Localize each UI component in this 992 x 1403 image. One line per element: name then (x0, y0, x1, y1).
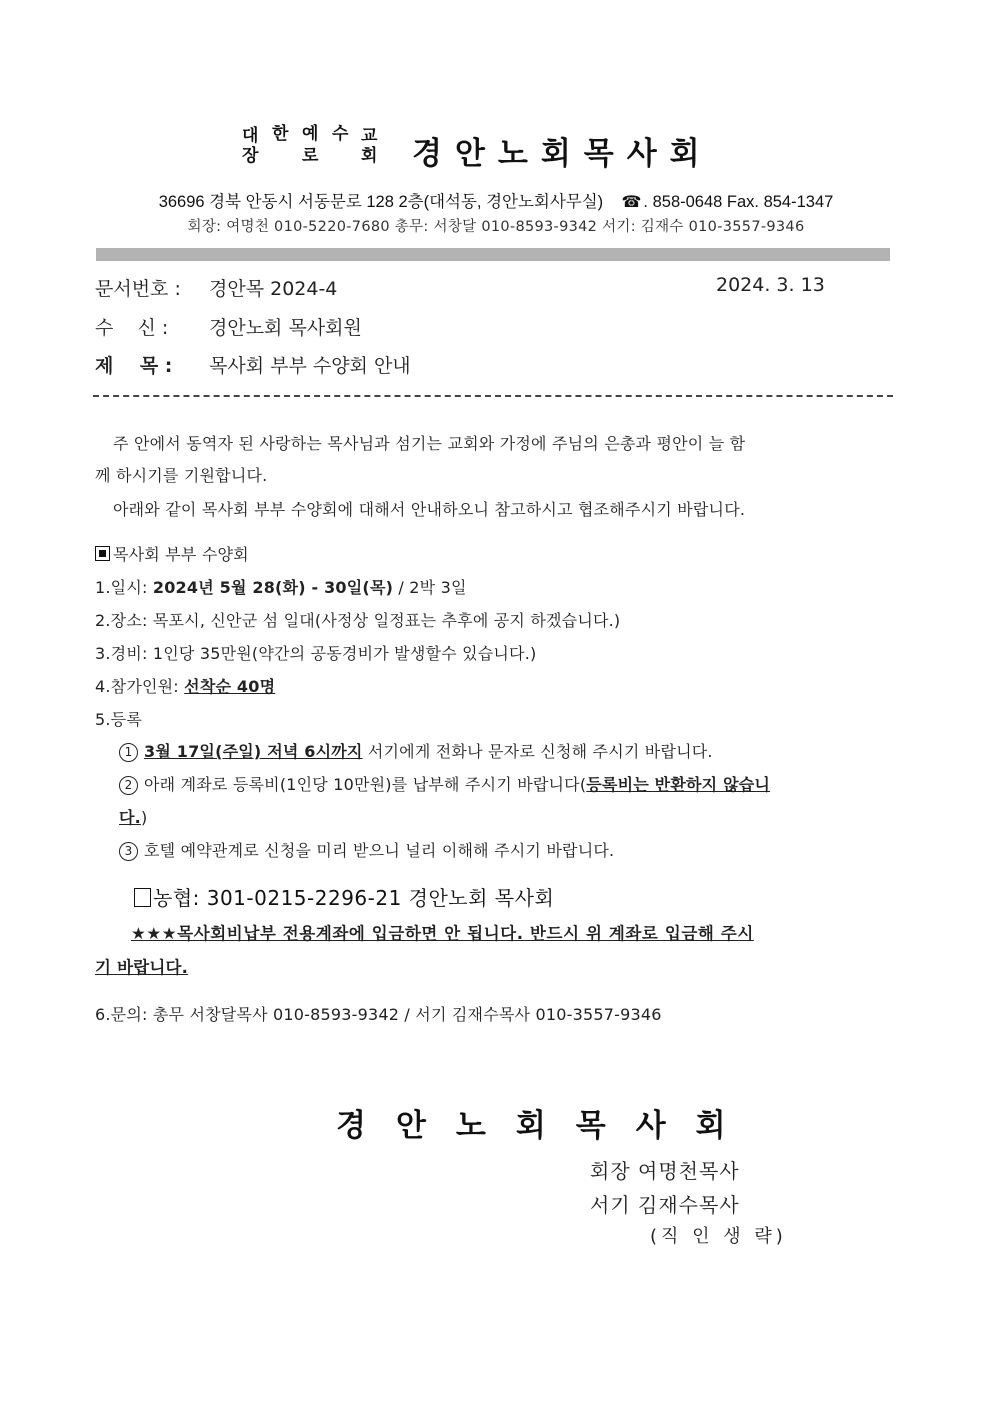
reg-step-2-close: ) (140, 808, 148, 827)
org-title: 경안노회목사회 (412, 136, 713, 172)
item-registration: 5.등록 (95, 710, 142, 729)
reg-nonrefund-note: 등록비는 반환하지 않습니 (586, 775, 771, 794)
reg-step-2-text: 아래 계좌로 등록비(1인당 10만원)를 납부해 주시기 바랍니다( (144, 775, 587, 794)
header-divider (96, 248, 890, 261)
item-location: 2.장소: 목포시, 신안군 섬 일대(사정상 일정표는 추후에 공지 하겠습니다.) (95, 611, 621, 630)
subject: 목사회 부부 수양회 안내 (209, 355, 411, 377)
bank-account (134, 882, 554, 911)
item-participants-label: 4.참가인원: (95, 677, 185, 696)
item-participants (95, 674, 275, 697)
phone-fax: . 858-0648 Fax. 854-1347 (643, 193, 834, 211)
reg-step-1 (119, 739, 713, 762)
inquiry-line: 6.문의: 총무 서창달목사 010-8593-9342 / 서기 김재수목사 010-3557-9346 (95, 1005, 662, 1024)
dashed-divider (93, 395, 893, 397)
filled-square-icon (95, 546, 110, 561)
doc-number: 경안목 2024-4 (209, 278, 338, 300)
reg-step-3 (119, 838, 614, 861)
intro-line-3: 아래와 같이 목사회 부부 수양회에 대해서 안내하오니 참고하시고 협조해주시기 바랍니다. (113, 500, 746, 519)
footer-org-name: 경안노회목사회 (336, 1108, 756, 1144)
recipient: 경안노회 목사회원 (209, 317, 362, 339)
denomination-char: 수 (332, 124, 349, 144)
denomination-char: 한 (272, 124, 289, 144)
signature-chair: 회장 여명천목사 (590, 1159, 740, 1183)
item-schedule (95, 575, 467, 598)
circled-number: 2 (119, 776, 138, 795)
checkbox-square-icon (134, 888, 151, 907)
phone-icon: ☎ (621, 194, 642, 211)
denomination-name (240, 124, 380, 169)
item-schedule-date: 2024년 5월 28(화) - 30일(목) (152, 578, 394, 597)
reg-deadline: 3월 17일(주일) 저녁 6시까지 (144, 742, 363, 761)
recipient-label: 수 신 : (95, 317, 169, 339)
denomination-char: 예 (302, 124, 319, 144)
account-warning-line-2: 기 바랍니다. (95, 958, 189, 977)
officers-line: 회장: 여명천 010-5220-7680 총무: 서창달 010-8593-9342 서기: 김재수 010-3557-9346 (187, 219, 805, 235)
circled-number: 3 (119, 842, 138, 861)
seal-omitted-note: (직 인 생 략) (650, 1226, 787, 1247)
item-cost: 3.경비: 1인당 35만원(약간의 공동경비가 발생할수 있습니다.) (95, 644, 537, 663)
denomination-char: 로 (302, 146, 319, 166)
reg-step-2 (119, 772, 770, 795)
doc-number-label: 문서번호 : (95, 278, 181, 300)
doc-date: 2024. 3. 13 (716, 274, 825, 296)
item-schedule-label: 1.일시: (95, 578, 153, 597)
section-title (95, 542, 249, 565)
circled-number: 1 (119, 743, 138, 762)
address-line (0, 188, 992, 212)
item-participants-value: 선착순 40명 (184, 677, 276, 696)
intro-line-1: 주 안에서 동역자 된 사랑하는 목사님과 섬기는 교회와 가정에 주님의 은총과 평안이 늘 함 (113, 434, 746, 453)
intro-line-2: 께 하시기를 기원합니다. (95, 466, 268, 485)
denomination-char: 교 (361, 126, 378, 146)
denomination-char: 회 (361, 146, 378, 166)
bank-account-text: 농협: 301-0215-2296-21 경안노회 목사회 (153, 886, 555, 910)
recipient-row (95, 313, 362, 340)
reg-nonrefund-note-end: 다. (119, 808, 141, 827)
denomination-char: 장 (242, 146, 259, 166)
account-warning-line-1: ★★★목사회비납부 전용계좌에 입금하면 안 됩니다. 반드시 위 계좌로 입금해 주시 (131, 924, 754, 943)
address: 36696 경북 안동시 서동문로 128 2층(대석동, 경안노회사무실) (158, 193, 604, 211)
reg-step-1-text: 서기에게 전화나 문자로 신청해 주시기 바랍니다. (362, 742, 713, 761)
item-schedule-duration: / 2박 3일 (393, 578, 467, 597)
reg-step-2-cont (119, 805, 147, 828)
reg-step-3-text: 호텔 예약관계로 신청을 미리 받으니 널리 이해해 주시기 바랍니다. (144, 841, 615, 860)
subject-row (95, 351, 411, 378)
doc-number-row (95, 274, 337, 301)
subject-label: 제 목 : (95, 355, 173, 377)
signature-secretary: 서기 김재수목사 (590, 1193, 740, 1217)
denomination-char: 대 (242, 126, 259, 146)
section-title-text: 목사회 부부 수양회 (113, 545, 249, 564)
